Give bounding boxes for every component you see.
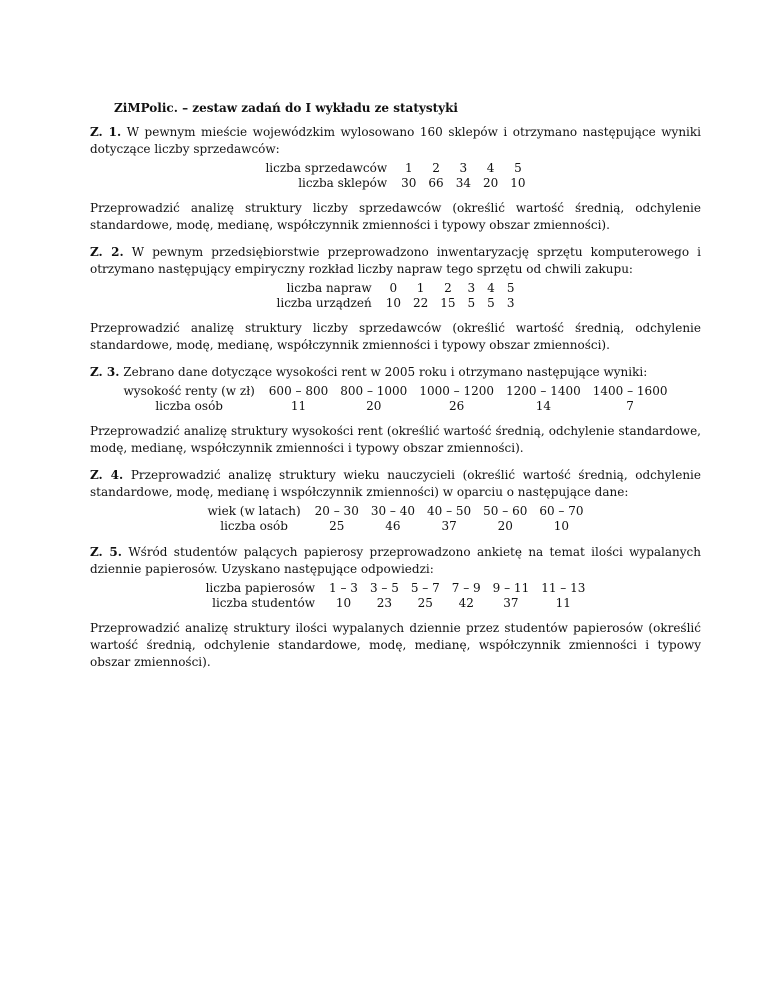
- table-row: [271, 281, 521, 296]
- table-cell: 15: [440, 296, 456, 310]
- table-row: [118, 399, 674, 414]
- table-row: [271, 296, 521, 311]
- table-cell: 5 – 7: [410, 581, 440, 595]
- document-page: [90, 100, 701, 681]
- row-header: liczba studentów: [212, 596, 316, 610]
- table-cell: 3: [459, 161, 468, 175]
- table-cell: 4: [486, 161, 495, 175]
- problem-4: [90, 467, 701, 534]
- table-cell: 26: [449, 399, 465, 413]
- problem-3-statement: [90, 364, 701, 381]
- problem-4-text: Przeprowadzić analizę struktury wieku nauczycieli (określić wartość średnią, odchylenie standardowe, modę, medianę i współczynnik zmienności) w oparciu o następujące dane:: [90, 468, 701, 499]
- row-header: liczba urządzeń: [276, 296, 372, 310]
- table-cell: 1: [416, 281, 425, 295]
- table-cell: 5: [514, 161, 522, 175]
- problem-2: [90, 244, 701, 354]
- table-cell: 1000 – 1200: [419, 384, 495, 398]
- table-row: [259, 161, 531, 176]
- table-cell: 5: [487, 296, 495, 310]
- problem-3-label: Z. 3.: [90, 365, 120, 379]
- row-header: wiek (w latach): [207, 504, 301, 518]
- table-cell: 1400 – 1600: [592, 384, 668, 398]
- table-cell: 30 – 40: [370, 504, 415, 518]
- table-cell: 0: [389, 281, 398, 295]
- problem-3-text: Zebrano dane dotyczące wysokości rent w 2005 roku i otrzymano następujące wyniki:: [123, 365, 648, 379]
- table-cell: 60 – 70: [539, 504, 584, 518]
- table-cell: 11 – 13: [541, 581, 586, 595]
- table-cell: 23: [376, 596, 393, 610]
- problem-4-table: [201, 504, 589, 534]
- table-cell: 2: [444, 281, 452, 295]
- row-header: liczba sprzedawców: [265, 161, 388, 175]
- problem-1-label: Z. 1.: [90, 125, 122, 139]
- row-header: liczba sklepów: [298, 176, 388, 190]
- problem-5-task: Przeprowadzić analizę struktury ilości wypalanych dziennie przez studentów papierosów (określić wartość średnią, odchylenie standardowe, modę, medianę, współczynnik zmienności i typowy obszar zmienności).: [90, 621, 701, 669]
- table-cell: 9 – 11: [492, 581, 530, 595]
- problem-2-label: Z. 2.: [90, 245, 124, 259]
- problem-1-table: [259, 161, 531, 191]
- table-cell: 34: [455, 176, 471, 190]
- table-cell: 3: [506, 296, 515, 310]
- problem-4-label: Z. 4.: [90, 468, 124, 482]
- table-cell: 20: [482, 176, 499, 190]
- row-header: wysokość renty (w zł): [123, 384, 255, 398]
- table-cell: 1200 – 1400: [506, 384, 581, 398]
- problem-5: [90, 544, 701, 671]
- table-cell: 20: [366, 399, 382, 413]
- problem-2-task: Przeprowadzić analizę struktury liczby sprzedawców (określić wartość średnią, odchylenie standardowe, modę, medianę, współczynnik zmienności i typowy obszar zmienności).: [90, 321, 701, 352]
- problem-5-table: [200, 581, 592, 611]
- document-title: ZiMPolic. – zestaw zadań do I wykładu ze statystyki: [114, 101, 458, 115]
- table-cell: 37: [503, 596, 519, 610]
- problem-2-statement: [90, 244, 701, 278]
- row-header: liczba napraw: [286, 281, 372, 295]
- table-row: [201, 504, 589, 519]
- problem-2-table: [271, 281, 521, 311]
- table-cell: 5: [467, 296, 476, 310]
- table-cell: 40 – 50: [427, 504, 472, 518]
- table-cell: 14: [535, 399, 552, 413]
- problem-4-statement: [90, 467, 701, 501]
- table-cell: 7: [626, 399, 634, 413]
- table-row: [201, 519, 589, 534]
- problem-5-text: Wśród studentów palących papierosy przeprowadzono ankietę na temat ilości wypalanych dziennie papierosów. Uzyskano następujące odpowiedzi:: [90, 545, 701, 576]
- table-cell: 22: [412, 296, 429, 310]
- table-cell: 66: [428, 176, 444, 190]
- table-cell: 1 – 3: [329, 581, 358, 595]
- table-cell: 20: [497, 519, 513, 533]
- table-cell: 800 – 1000: [340, 384, 408, 398]
- table-cell: 3: [467, 281, 476, 295]
- table-row: [200, 581, 592, 596]
- table-cell: 25: [417, 596, 433, 610]
- table-cell: 5: [506, 281, 515, 295]
- problem-3-task: Przeprowadzić analizę struktury wysokości rent (określić wartość średnią, odchylenie standardowe, modę, medianę, współczynnik zmienności i typowy obszar zmienności).: [90, 424, 701, 455]
- table-cell: 1: [404, 161, 413, 175]
- row-header: liczba osób: [155, 399, 223, 413]
- problem-2-text: W pewnym przedsiębiorstwie przeprowadzono inwentaryzację sprzętu komputerowego i otrzymano następujący empiryczny rozkład liczby napraw tego sprzętu od chwili zakupu:: [90, 245, 701, 276]
- table-cell: 50 – 60: [483, 504, 528, 518]
- table-row: [118, 384, 674, 399]
- table-cell: 10: [510, 176, 526, 190]
- table-row: [200, 596, 592, 611]
- table-cell: 10: [385, 296, 401, 310]
- table-cell: 600 – 800: [268, 384, 329, 398]
- problem-1-statement: [90, 124, 701, 158]
- table-row: [259, 176, 531, 191]
- table-cell: 10: [553, 519, 570, 533]
- table-cell: 42: [458, 596, 474, 610]
- row-header: liczba osób: [220, 519, 288, 533]
- problem-1-task: Przeprowadzić analizę struktury liczby sprzedawców (określić wartość średnią, odchylenie standardowe, modę, medianę, współczynnik zmienności i typowy obszar zmienności).: [90, 201, 701, 232]
- problem-3-table: [118, 384, 674, 414]
- table-cell: 11: [290, 399, 307, 413]
- table-cell: 37: [441, 519, 457, 533]
- problem-1: [90, 124, 701, 234]
- table-cell: 2: [432, 161, 440, 175]
- problem-5-statement: [90, 544, 701, 578]
- table-cell: 11: [555, 596, 571, 610]
- table-cell: 7 – 9: [451, 581, 481, 595]
- table-cell: 46: [385, 519, 401, 533]
- problem-3: [90, 364, 701, 457]
- problem-1-text: W pewnym mieście wojewódzkim wylosowano 160 sklepów i otrzymano następujące wyniki dotyczące liczby sprzedawców:: [90, 125, 701, 156]
- table-cell: 30: [401, 176, 417, 190]
- table-cell: 4: [487, 281, 495, 295]
- problem-5-label: Z. 5.: [90, 545, 122, 559]
- table-cell: 3 – 5: [369, 581, 399, 595]
- table-cell: 10: [335, 596, 352, 610]
- table-cell: 20 – 30: [314, 504, 359, 518]
- table-cell: 25: [329, 519, 345, 533]
- row-header: liczba papierosów: [205, 581, 316, 595]
